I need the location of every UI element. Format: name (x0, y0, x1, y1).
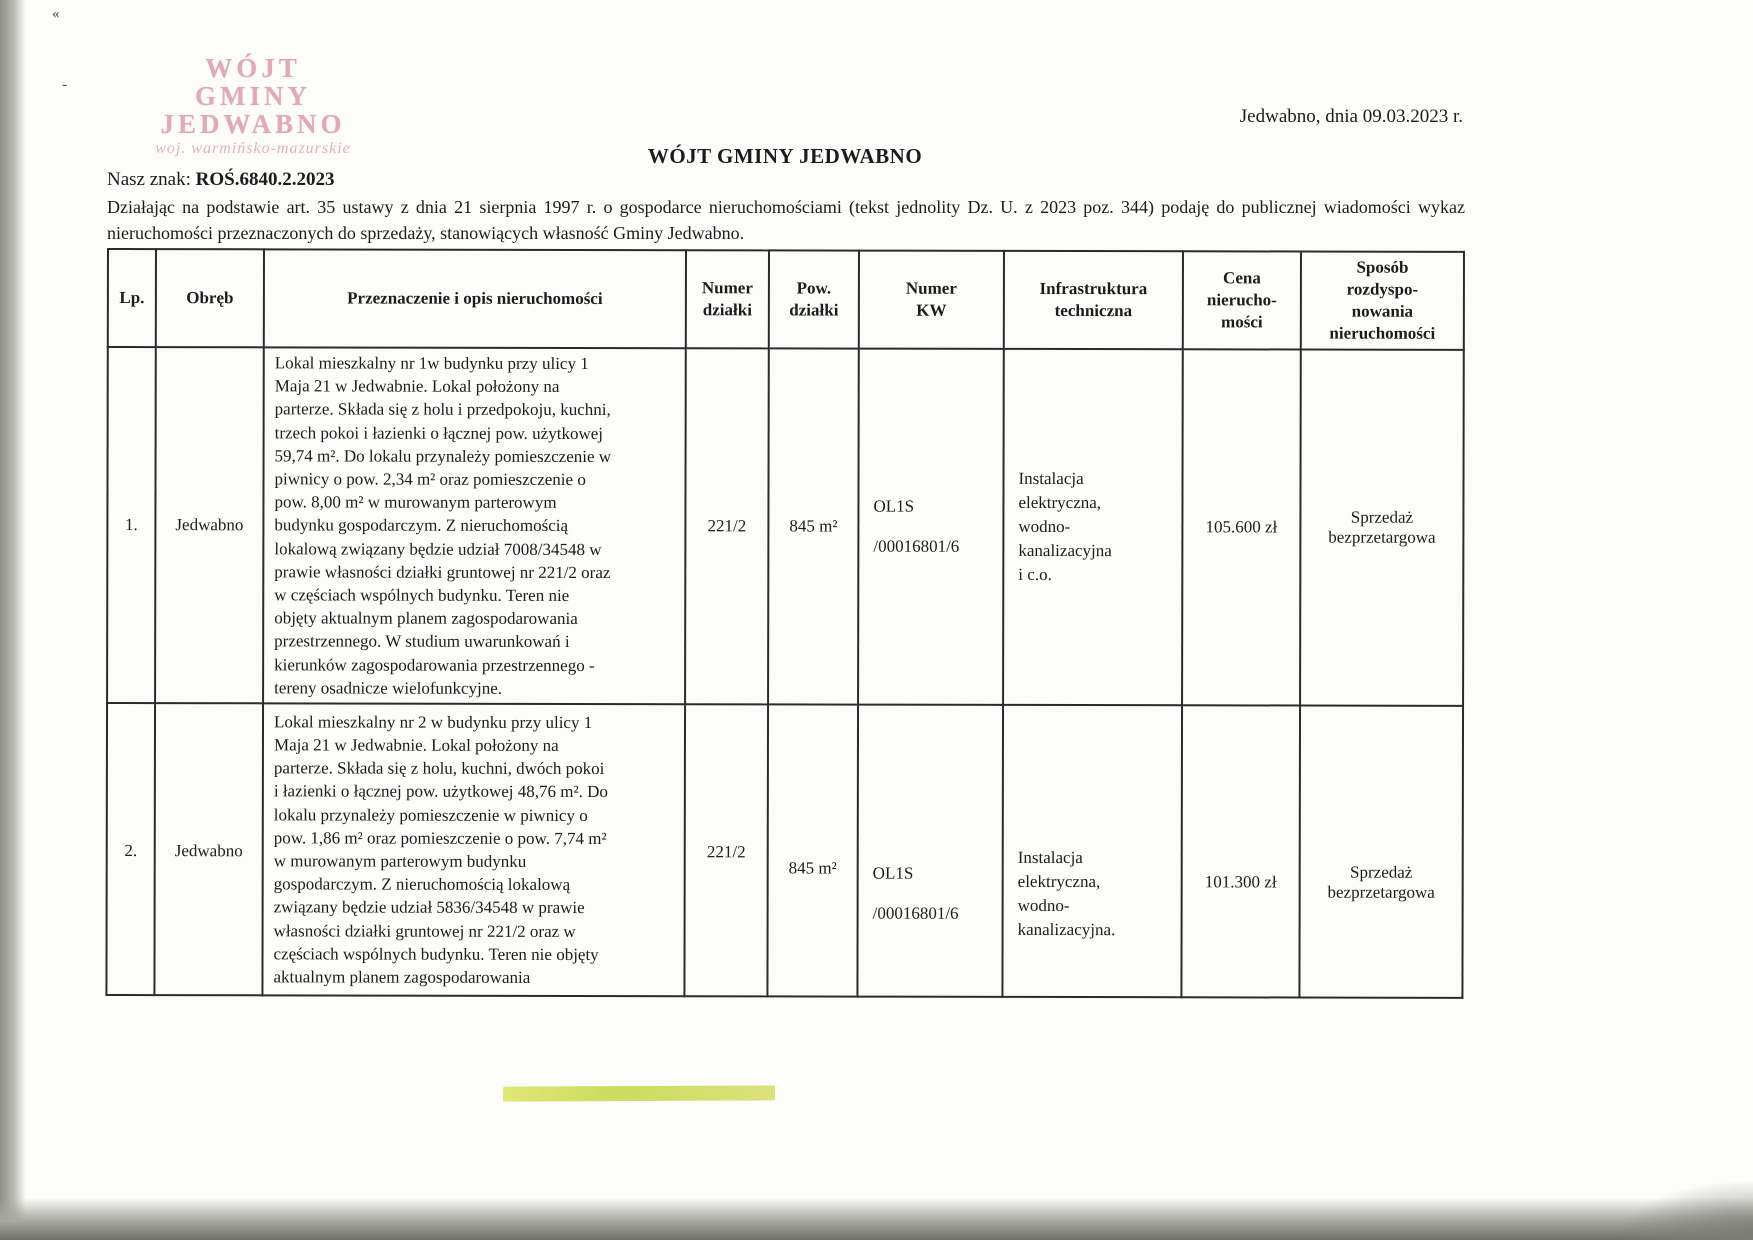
pencil-mark: « (52, 6, 60, 22)
scan-corner-shadow (1613, 1180, 1753, 1240)
col-header-numer-dzialki: Numer działki (686, 250, 769, 348)
scan-edge-bottom (0, 1198, 1753, 1240)
col-header-cena: Cena nierucho- mości (1183, 251, 1301, 349)
row1-lp: 1. (107, 347, 156, 703)
row2-lp: 2. (106, 703, 155, 995)
row2-opis: Lokal mieszkalny nr 2 w budynku przy ulicy 1 Maja 21 w Jedwabnie. Lokal położony na parterze. Składa się z holu, kuchni, dwóch pokoi i łazienki o łącznej pow. użytkowej 48,76 m². Do lokalu przynależy pomieszczenie w piwnicy o pow. 1,86 m² oraz pomieszczenie o pow. 7,74 m² w murowanym parterowym budynku gospodarczym. Z nieruchomością lokalową związany będzie udział 5836/34548 w prawie własności działki gruntowej nr 221/2 oraz w częściach wspólnych budynku. Teren nie objęty aktualnym planem zagospodarowania (262, 703, 685, 996)
row1-opis: Lokal mieszkalny nr 1w budynku przy ulicy 1 Maja 21 w Jedwabnie. Lokal położony na parterze. Składa się z holu i przedpokoju, kuchni, trzech pokoi i łazienki o łącznej pow. użytkowej 59,74 m². Do lokalu przynależy pomieszczenie w piwnicy o pow. 2,34 m² oraz pomieszczenie o pow. 8,00 m² w murowanym parterowym budynku gospodarczym. Z nieruchomością lokalową związany będzie udział 7008/34548 w prawie własności działki gruntowej nr 221/2 oraz w częściach wspólnych budynku. Teren nie objęty aktualnym planem zagospodarowania przestrzennego. W studium uwarunkowań i kierunków zagospodarowania przestrzennego - tereny osadnicze wielofunkcyjne. (263, 347, 686, 704)
row1-cena: 105.600 zł (1182, 349, 1301, 705)
reference-label: Nasz znak: (107, 169, 196, 190)
row1-numer-dzialki: 221/2 (685, 348, 769, 704)
table-row (107, 347, 1464, 706)
row2-infrastruktura: Instalacja elektryczna, wodno- kanalizacyjna. (1002, 705, 1182, 997)
stamp-line-2: JEDWABNO (160, 109, 346, 139)
row1-obreb: Jedwabno (155, 347, 264, 703)
row1-pow-dzialki: 845 m² (768, 348, 859, 704)
intro-paragraph: Działając na podstawie art. 35 ustawy z dnia 21 sierpnia 1997 r. o gospodarce nieruchomościami (tekst jednolity Dz. U. z 2023 poz. 344) podaję do publicznej wiadomości wykaz nieruchomości przeznaczonych do sprzedaży, stanowiących własność Gminy Jedwabno. (107, 197, 1465, 243)
col-header-lp: Lp. (108, 249, 156, 347)
row1-numer-kw: OL1S /00016801/6 (858, 349, 1004, 705)
row2-numer-dzialki: 221/2 (684, 704, 768, 996)
page-title: WÓJT GMINY JEDWABNO (647, 144, 923, 168)
row2-sposob: Sprzedaż bezprzetargowa (1299, 706, 1463, 998)
property-listing-table (105, 248, 1465, 999)
row2-pow-dzialki: 845 m² (767, 704, 858, 996)
reference-value: ROŚ.6840.2.2023 (195, 169, 335, 190)
date-line: Jedwabno, dnia 09.03.2023 r. (1239, 106, 1463, 127)
col-header-infrastruktura: Infrastruktura techniczna (1004, 251, 1183, 349)
row1-sposob: Sprzedaż bezprzetargowa (1300, 350, 1464, 706)
row2-cena: 101.300 zł (1181, 705, 1300, 997)
stamp-line-3: woj. warmińsko-mazurskie (155, 140, 351, 157)
highlighter-mark (503, 1085, 775, 1101)
col-header-pow-dzialki: Pow. działki (769, 250, 859, 348)
col-header-opis: Przeznaczenie i opis nieruchomości (264, 249, 686, 348)
col-header-sposob: Sposób rozdyspo- nowania nieruchomości (1301, 252, 1464, 350)
row1-infrastruktura: Instalacja elektryczna, wodno- kanalizacyjna i c.o. (1003, 349, 1183, 705)
pencil-mark: - (62, 76, 68, 93)
table-row (106, 703, 1463, 998)
col-header-obreb: Obręb (156, 249, 264, 347)
scan-edge-left (0, 0, 26, 1240)
reference-number (107, 169, 334, 191)
stamp-line-1: WÓJT GMINY (195, 53, 311, 111)
row2-obreb: Jedwabno (154, 703, 263, 995)
table-header-row (108, 249, 1464, 350)
row2-numer-kw: OL1S /00016801/6 (857, 705, 1003, 997)
col-header-numer-kw: Numer KW (859, 251, 1004, 349)
